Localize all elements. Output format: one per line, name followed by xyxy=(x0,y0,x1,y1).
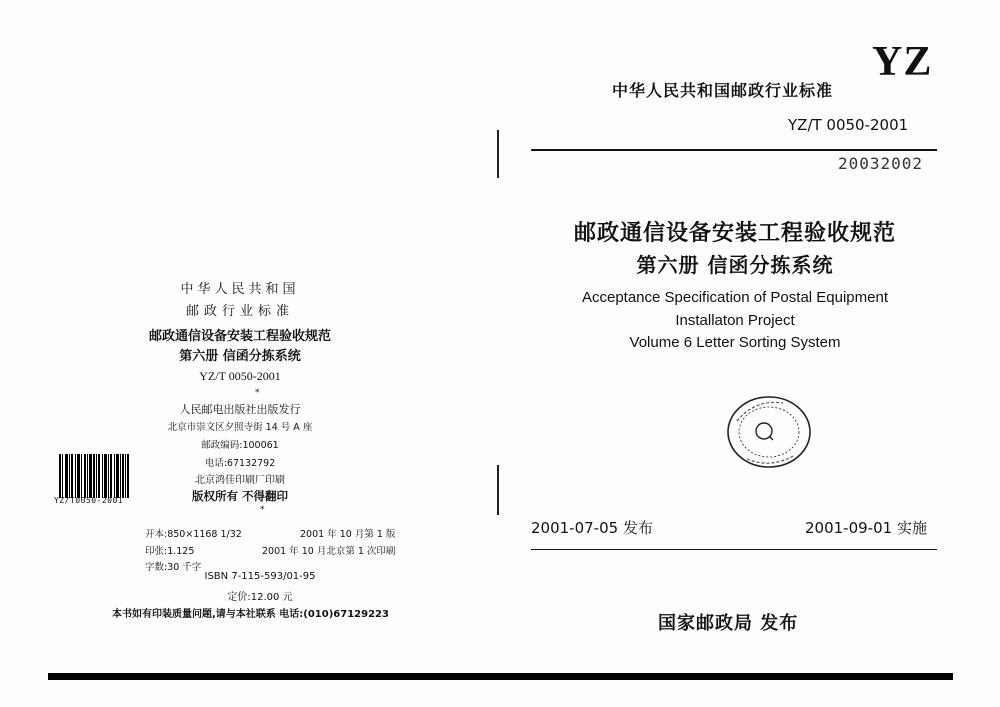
header-rule xyxy=(531,149,937,151)
date-rule xyxy=(531,549,937,550)
isbn: ISBN 7-115-593/01-95 xyxy=(204,571,316,582)
cover-title-en-3: Volume 6 Letter Sorting System xyxy=(629,334,841,351)
serial-number: 20032002 xyxy=(838,154,924,173)
yz-logo: YZ xyxy=(872,39,933,85)
cover-title-en-1: Acceptance Specification of Postal Equipment xyxy=(581,289,888,306)
telephone: 电话:67132792 xyxy=(204,458,276,469)
country-name: 中华人民共和国 xyxy=(180,282,300,297)
word-count: 字数:30 千字 xyxy=(145,562,202,573)
colophon-code: YZ/T 0050-2001 xyxy=(199,369,281,383)
barcode-image xyxy=(58,454,130,498)
barcode-label: YZ/T0050-2001 xyxy=(54,496,124,505)
cover-volume-cn: 第六册 信函分拣系统 xyxy=(636,253,834,277)
separator-star-2: * xyxy=(260,505,265,515)
standard-org: 中华人民共和国邮政行业标准 xyxy=(612,81,834,100)
issue-date: 2001-07-05 发布 xyxy=(531,519,653,537)
issuing-org: 国家邮政局 发布 xyxy=(658,613,799,634)
colophon-volume: 第六册 信函分拣系统 xyxy=(179,349,301,364)
format-info: 开本:850×1168 1/32 xyxy=(145,529,242,540)
publisher: 人民邮电出版社出版发行 xyxy=(179,403,301,416)
standard-code: YZ/T 0050-2001 xyxy=(788,116,909,134)
quality-notice: 本书如有印装质量问题,请与本社联系 电话:(010)67129223 xyxy=(112,609,389,620)
printer: 北京鸿佳印刷厂印刷 xyxy=(195,475,285,486)
printing-info: 2001 年 10 月北京第 1 次印刷 xyxy=(262,546,396,557)
postcode: 邮政编码:100061 xyxy=(201,440,279,451)
edition-info: 2001 年 10 月第 1 版 xyxy=(300,529,396,540)
library-stamp xyxy=(725,393,813,471)
industry-standard: 邮政行业标准 xyxy=(185,304,294,319)
separator-star: * xyxy=(255,388,260,398)
price: 定价:12.00 元 xyxy=(227,592,293,603)
rights-notice: 版权所有 不得翻印 xyxy=(191,489,288,503)
publisher-address: 北京市崇文区夕照寺街 14 号 A 座 xyxy=(167,422,313,433)
cover-title-en-2: Installaton Project xyxy=(675,312,795,329)
cover-title-cn: 邮政通信设备安装工程验收规范 xyxy=(573,221,896,246)
colophon-title: 邮政通信设备安装工程验收规范 xyxy=(148,329,331,344)
sheets-info: 印张:1.125 xyxy=(145,546,195,557)
binding-mark-top xyxy=(497,130,499,178)
implement-date: 2001-09-01 实施 xyxy=(805,519,927,537)
bottom-border xyxy=(48,673,953,680)
binding-mark-bottom xyxy=(497,465,499,515)
